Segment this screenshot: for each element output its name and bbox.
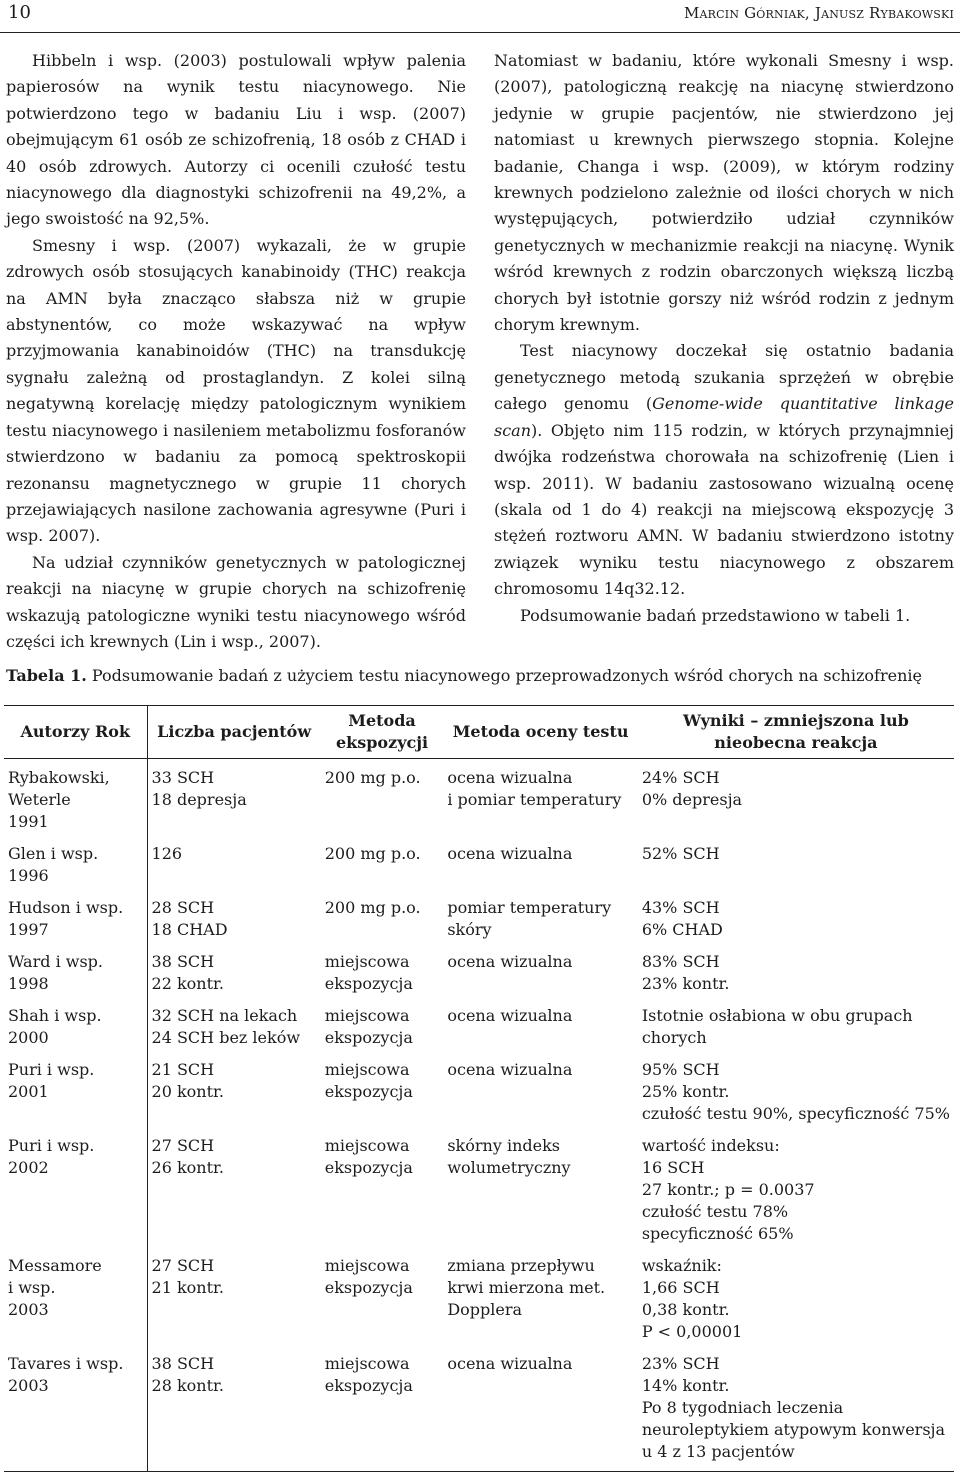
cell-authors: [4, 1351, 147, 1472]
cell-exposure: [321, 1351, 444, 1472]
table-header-row: [4, 706, 954, 759]
cell-line: i pomiar temperatury: [447, 790, 622, 809]
cell-line: 24 SCH bez leków: [151, 1028, 301, 1047]
cell-line: skóry: [447, 920, 492, 939]
cell-line: krwi mierzona met.: [447, 1278, 606, 1297]
cell-line: zmiana przepływu: [447, 1256, 595, 1275]
header-cell-authors: Autorzy Rok: [4, 706, 147, 759]
cell-exposure: [321, 1057, 444, 1133]
left-text-column: [6, 48, 466, 655]
table-caption: [6, 666, 946, 685]
cell-authors: [4, 841, 147, 895]
cell-exposure: [321, 949, 444, 1003]
cell-line: 16 SCH: [641, 1158, 705, 1177]
table-row: [4, 895, 954, 949]
paragraph: Na udział czynników genetycznych w patologicznej reakcji na niacynę w grupie chorych na schizofrenię wskazują patologiczne wyniki testu niacynowego wśród części ich krewnych (Lin i wsp., 2007).: [6, 552, 466, 651]
cell-line: 200 mg p.o.: [324, 844, 421, 863]
cell-line: 6% CHAD: [641, 920, 723, 939]
cell-line: neuroleptykiem atypowym konwersja: [641, 1420, 946, 1439]
header-rule: [0, 32, 960, 33]
cell-line: 0,38 kontr.: [641, 1300, 730, 1319]
cell-line: ekspozycja: [324, 1082, 413, 1101]
cell-line: 18 CHAD: [151, 920, 228, 939]
header-cell-patients: Liczba pacjentów: [147, 706, 321, 759]
cell-line: pomiar temperatury: [447, 898, 612, 917]
cell-line: 20 kontr.: [151, 1082, 224, 1101]
cell-line: 43% SCH: [641, 898, 720, 917]
cell-assessment: [443, 1351, 637, 1472]
cell-line: 200 mg p.o.: [324, 898, 421, 917]
cell-line: 14% kontr.: [641, 1376, 730, 1395]
table-row: [4, 1351, 954, 1472]
cell-results: [638, 1057, 954, 1133]
cell-patients: [147, 759, 321, 842]
cell-line: ekspozycja: [324, 1278, 413, 1297]
cell-results: [638, 1133, 954, 1253]
cell-line: ocena wizualna: [447, 1354, 573, 1373]
cell-exposure: [321, 759, 444, 842]
cell-patients: [147, 895, 321, 949]
cell-line: miejscowa: [324, 952, 410, 971]
cell-assessment: [443, 841, 637, 895]
cell-line: czułość testu 78%: [641, 1202, 789, 1221]
cell-patients: [147, 949, 321, 1003]
cell-patients: [147, 1351, 321, 1472]
cell-line: 25% kontr.: [641, 1082, 730, 1101]
cell-line: Dopplera: [447, 1300, 523, 1319]
paragraph: Natomiast w badaniu, które wykonali Smesny i wsp. (2007), patologiczną reakcję na niacynę stwierdzono jedynie w grupie pacjentów, nie stwierdzono jej natomiast u krewnych pierwszego stopnia. Kolejne badanie, Changa i wsp. (2009), w którym rodziny krewnych podzielono zależnie od ilości chorych w nich występujących, potwierdziło udział czynników genetycznych w mechanizmie reakcji na niacynę. Wynik wśród krewnych z rodzin obarczonych większą liczbą chorych był istotnie gorszy niż wśród rodzin z jednym chorym krewnym.: [494, 51, 954, 335]
cell-line: wolumetryczny: [447, 1158, 571, 1177]
cell-assessment: [443, 949, 637, 1003]
cell-line: Tavares i wsp.: [8, 1354, 124, 1373]
cell-patients: [147, 1057, 321, 1133]
cell-line: 27 SCH: [151, 1256, 215, 1275]
cell-line: miejscowa: [324, 1256, 410, 1275]
cell-line: 2002: [8, 1158, 49, 1177]
cell-line: 38 SCH: [151, 1354, 215, 1373]
cell-line: ekspozycja: [324, 1028, 413, 1047]
cell-line: 28 kontr.: [151, 1376, 224, 1395]
running-head: Marcin Górniak, Janusz Rybakowski: [683, 4, 954, 22]
cell-line: skórny indeks: [447, 1136, 560, 1155]
cell-line: 24% SCH: [641, 768, 720, 787]
cell-line: chorych: [641, 1028, 707, 1047]
cell-line: 22 kontr.: [151, 974, 224, 993]
cell-line: miejscowa: [324, 1060, 410, 1079]
cell-line: ocena wizualna: [447, 844, 573, 863]
cell-line: ocena wizualna: [447, 952, 573, 971]
cell-authors: [4, 1057, 147, 1133]
paragraph-text: Test niacynowy doczekał się ostatnio badania genetycznego metodą szukania sprzężeń w obrębie całego genomu (: [494, 341, 954, 414]
cell-assessment: [443, 1057, 637, 1133]
cell-line: Messamore: [8, 1256, 102, 1275]
cell-patients: [147, 1253, 321, 1351]
cell-line: 21 kontr.: [151, 1278, 224, 1297]
paragraph: Podsumowanie badań przedstawiono w tabeli 1.: [520, 605, 911, 625]
cell-line: 2003: [8, 1300, 49, 1319]
cell-line: 126: [151, 844, 183, 863]
table-caption-label: Tabela 1.: [6, 666, 87, 685]
cell-line: 27 kontr.; p = 0.0037: [641, 1180, 815, 1199]
cell-line: 33 SCH: [151, 768, 215, 787]
table-row: [4, 1003, 954, 1057]
cell-line: Puri i wsp.: [8, 1136, 95, 1155]
table-row: [4, 949, 954, 1003]
cell-patients: [147, 841, 321, 895]
cell-line: miejscowa: [324, 1006, 410, 1025]
paragraph: Hibbeln i wsp. (2003) postulowali wpływ palenia papierosów na wynik testu niacynowego. Nie potwierdzono tego w badaniu Liu i wsp. (2007) obejmującym 61 osób ze schizofrenią, 18 osób z CHAD i 40 osób zdrowych. Autorzy ci ocenili czułość testu niacynowego dla diagnostyki schizofrenii na 49,2%, a jego swoistość na 92,5%.: [6, 51, 466, 229]
cell-line: Glen i wsp.: [8, 844, 99, 863]
cell-line: 2000: [8, 1028, 49, 1047]
cell-line: 32 SCH na lekach: [151, 1006, 298, 1025]
cell-line: miejscowa: [324, 1136, 410, 1155]
cell-line: 1991: [8, 812, 49, 831]
cell-line: Hudson i wsp.: [8, 898, 124, 917]
cell-line: P < 0,00001: [641, 1322, 743, 1341]
cell-line: 23% kontr.: [641, 974, 730, 993]
header-cell-exposure: Metoda ekspozycji: [321, 706, 444, 759]
cell-line: czułość testu 90%, specyficzność 75%: [641, 1104, 950, 1123]
cell-line: 83% SCH: [641, 952, 720, 971]
cell-line: Istotnie osłabiona w obu grupach: [641, 1006, 913, 1025]
page-number: 10: [8, 2, 31, 23]
table-body: [4, 759, 954, 1472]
cell-line: wartość indeksu:: [641, 1136, 780, 1155]
cell-line: 2003: [8, 1376, 49, 1395]
cell-line: Po 8 tygodniach leczenia: [641, 1398, 844, 1417]
cell-exposure: [321, 1003, 444, 1057]
cell-exposure: [321, 841, 444, 895]
table-row: [4, 841, 954, 895]
cell-line: Puri i wsp.: [8, 1060, 95, 1079]
cell-line: u 4 z 13 pacjentów: [641, 1442, 795, 1461]
cell-assessment: [443, 1003, 637, 1057]
paragraph-text: ). Objęto nim 115 rodzin, w których przynajmniej dwójka rodzeństwa chorowała na schizofrenię (Lien i wsp. 2011). W badaniu zastosowano wizualną ocenę (skala od 1 do 4) reakcji na miejscową ekspozycję 3 stężeń roztworu AMN. W badaniu stwierdzono istotny związek wyniku testu niacynowego z obszarem chromosomu 14q32.12.: [494, 420, 954, 599]
cell-results: [638, 1253, 954, 1351]
paragraph: Smesny i wsp. (2007) wykazali, że w grupie zdrowych osób stosujących kanabinoidy (THC) reakcja na AMN była znacząco słabsza niż w grupie abstynentów, co może wskazywać na wpływ przyjmowania kanabinoidów (THC) na transdukcję sygnału zależną od prostaglandyn. Z kolei silną negatywną korelację między patologicznym wynikiem testu niacynowego i nasileniem metabolizmu fosforanów stwierdzono w badaniu za pomocą spektroskopii rezonansu magnetycznego w grupie 11 chorych przejawiających nasilone zachowania agresywne (Puri i wsp. 2007).: [6, 235, 466, 546]
summary-table: [4, 705, 954, 1472]
cell-line: 2001: [8, 1082, 49, 1101]
cell-line: miejscowa: [324, 1354, 410, 1373]
cell-line: 23% SCH: [641, 1354, 720, 1373]
cell-line: wskaźnik:: [641, 1256, 722, 1275]
right-text-column: [494, 48, 954, 629]
cell-results: [638, 841, 954, 895]
cell-line: 18 depresja: [151, 790, 247, 809]
cell-line: Shah i wsp.: [8, 1006, 102, 1025]
paragraph: [494, 338, 954, 602]
cell-line: i wsp.: [8, 1278, 56, 1297]
cell-line: ekspozycja: [324, 974, 413, 993]
cell-authors: [4, 1253, 147, 1351]
cell-patients: [147, 1003, 321, 1057]
cell-line: 95% SCH: [641, 1060, 720, 1079]
table-row: [4, 1057, 954, 1133]
cell-line: 38 SCH: [151, 952, 215, 971]
cell-authors: [4, 1003, 147, 1057]
cell-authors: [4, 759, 147, 842]
cell-patients: [147, 1133, 321, 1253]
cell-line: 1,66 SCH: [641, 1278, 720, 1297]
cell-line: Ward i wsp.: [8, 952, 104, 971]
cell-line: ocena wizualna: [447, 768, 573, 787]
cell-line: 1997: [8, 920, 49, 939]
cell-results: [638, 1003, 954, 1057]
cell-exposure: [321, 1253, 444, 1351]
cell-line: 200 mg p.o.: [324, 768, 421, 787]
cell-line: ocena wizualna: [447, 1006, 573, 1025]
cell-authors: [4, 895, 147, 949]
cell-authors: [4, 949, 147, 1003]
cell-line: Rybakowski,: [8, 768, 110, 787]
cell-line: 26 kontr.: [151, 1158, 224, 1177]
cell-line: 1998: [8, 974, 49, 993]
cell-line: 52% SCH: [641, 844, 720, 863]
cell-assessment: [443, 1253, 637, 1351]
cell-exposure: [321, 895, 444, 949]
cell-results: [638, 895, 954, 949]
cell-line: 0% depresja: [641, 790, 743, 809]
cell-results: [638, 949, 954, 1003]
cell-assessment: [443, 895, 637, 949]
cell-exposure: [321, 1133, 444, 1253]
paragraph-italic-term: Genome-wide quantitative linkage scan: [494, 394, 954, 440]
cell-line: Weterle: [8, 790, 71, 809]
cell-authors: [4, 1133, 147, 1253]
cell-line: specyficzność 65%: [641, 1224, 794, 1243]
cell-line: 27 SCH: [151, 1136, 215, 1155]
cell-line: ekspozycja: [324, 1376, 413, 1395]
cell-results: [638, 759, 954, 842]
cell-line: 1996: [8, 866, 49, 885]
table-row: [4, 759, 954, 842]
header-cell-assessment: Metoda oceny testu: [443, 706, 637, 759]
cell-assessment: [443, 1133, 637, 1253]
header-cell-results: Wyniki – zmniejszona lub nieobecna reakcja: [638, 706, 954, 759]
table-caption-text: Podsumowanie badań z użyciem testu niacynowego przeprowadzonych wśród chorych na schizofrenię: [86, 666, 922, 685]
cell-line: 28 SCH: [151, 898, 215, 917]
cell-results: [638, 1351, 954, 1472]
table-row: [4, 1133, 954, 1253]
cell-assessment: [443, 759, 637, 842]
table-row: [4, 1253, 954, 1351]
cell-line: 21 SCH: [151, 1060, 215, 1079]
cell-line: ekspozycja: [324, 1158, 413, 1177]
cell-line: ocena wizualna: [447, 1060, 573, 1079]
